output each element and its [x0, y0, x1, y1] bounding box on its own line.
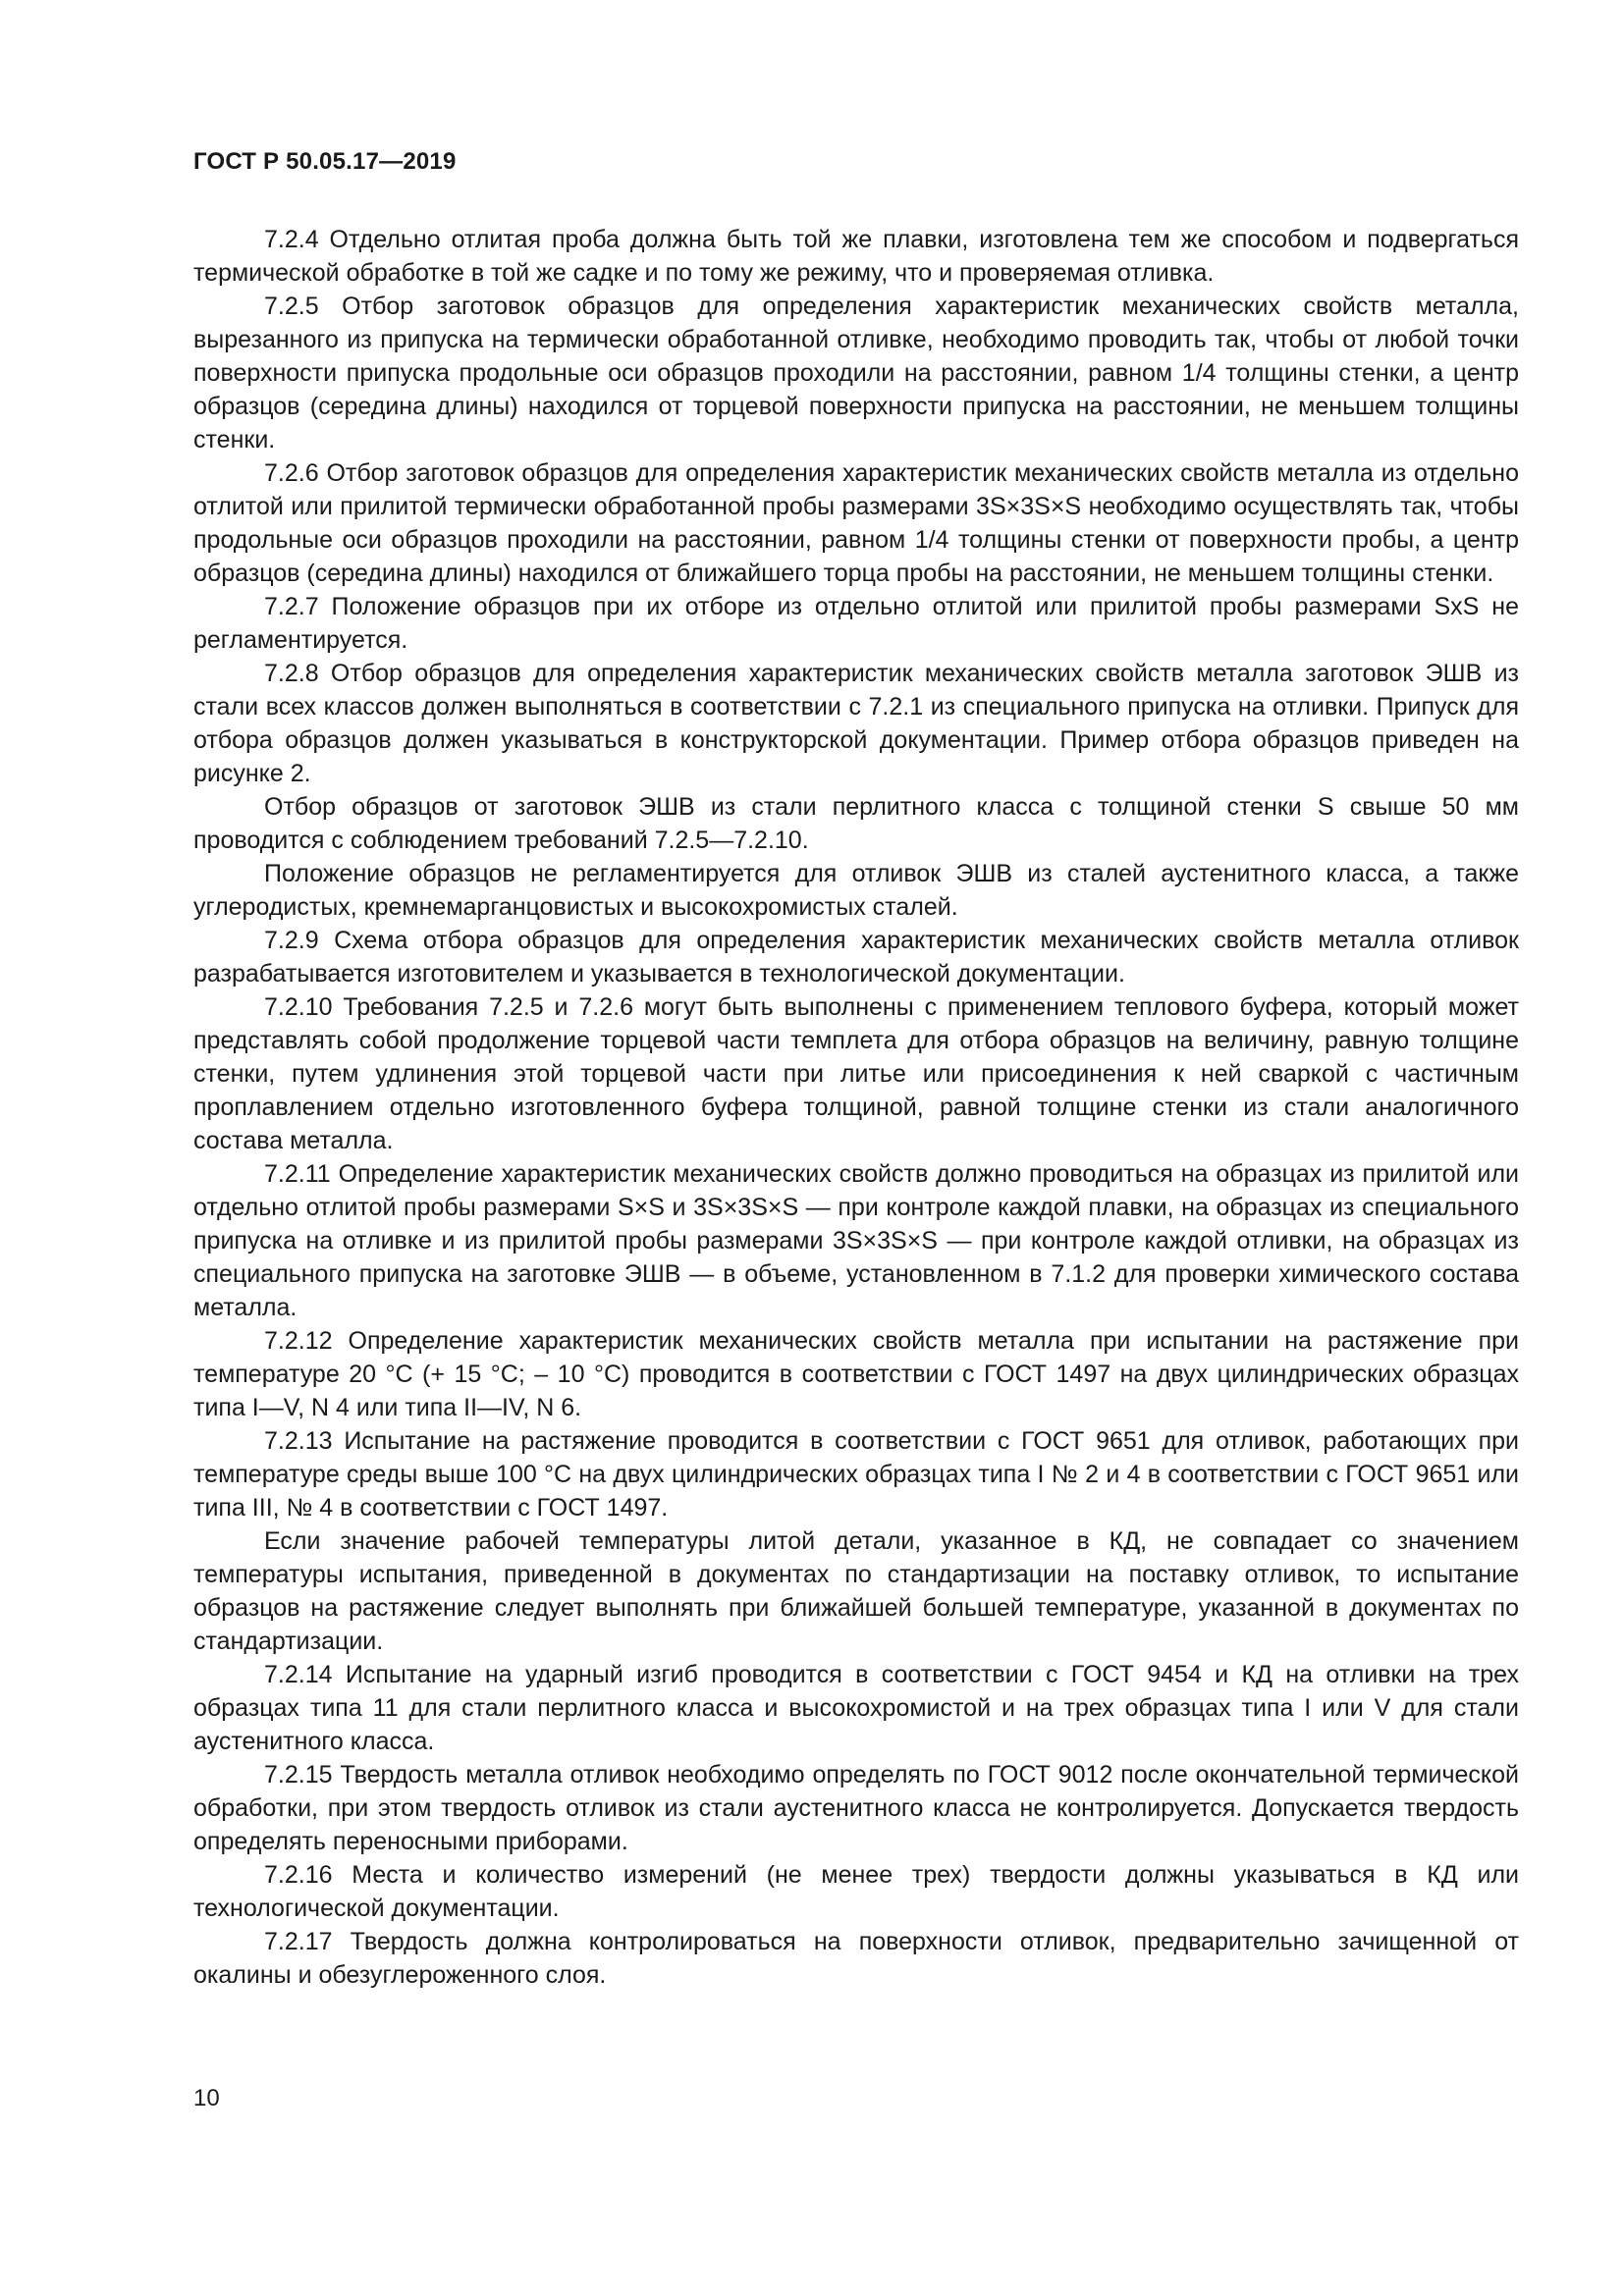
paragraph-7-2-8-esv-austenitic: Положение образцов не регламентируется для отливок ЭШВ из сталей аустенитного класса, а также углеродистых, кремнемарганцовистых и высокохромистых сталей.	[193, 860, 1519, 921]
paragraph-7-2-10: 7.2.10 Требования 7.2.5 и 7.2.6 могут быть выполнены с применением теплового буфера, который может представлять собой продолжение торцевой части темплета для отбора образцов на величину, равную толщине стенки, путем удлинения этой торцевой части при литье или присоединения к ней сваркой с частичным проплавлением отдельно изготовленного буфера толщиной, равной толщине стенки из стали аналогичного состава металла.	[193, 993, 1519, 1154]
paragraph-7-2-7: 7.2.7 Положение образцов при их отборе из отдельно отлитой или прилитой пробы размерами SxS не регламентируется.	[193, 593, 1519, 654]
page-number: 10	[193, 2085, 220, 2111]
document-body	[193, 223, 1519, 1992]
document-code-header: ГОСТ Р 50.05.17—2019	[193, 148, 457, 175]
paragraph-7-2-11: 7.2.11 Определение характеристик механических свойств должно проводиться на образцах из прилитой или отдельно отлитой пробы размерами S×S и 3S×3S×S — при контроле каждой плавки, на образцах из специального припуска на отливке и из прилитой пробы размерами 3S×3S×S — при контроле каждой отливки, на образцах из специального припуска на заготовке ЭШВ — в объеме, установленном в 7.1.2 для проверки химического состава металла.	[193, 1160, 1519, 1321]
paragraph-7-2-4: 7.2.4 Отдельно отлитая проба должна быть той же плавки, изготовлена тем же способом и подвергаться термической обработке в той же садке и по тому же режиму, что и проверяемая отливка.	[193, 226, 1519, 287]
paragraph-7-2-12: 7.2.12 Определение характеристик механических свойств металла при испытании на растяжение при температуре 20 °С (+ 15 °С; – 10 °С) проводится в соответствии с ГОСТ 1497 на двух цилиндрических образцах типа I—V, N 4 или типа II—IV, N 6.	[193, 1327, 1519, 1421]
paragraph-7-2-8: 7.2.8 Отбор образцов для определения характеристик механических свойств металла заготовок ЭШВ из стали всех классов должен выполняться в соответствии с 7.2.1 из специального припуска на отливки. Припуск для отбора образцов должен указываться в конструкторской документации. Пример отбора образцов приведен на рисунке 2.	[193, 660, 1519, 787]
paragraph-7-2-6: 7.2.6 Отбор заготовок образцов для определения характеристик механических свойств металла из отдельно отлитой или прилитой термически обработанной пробы размерами 3S×3S×S необходимо осуществлять так, чтобы продольные оси образцов проходили на расстоянии, равном 1/4 толщины стенки от поверхности пробы, а центр образцов (середина длины) находился от ближайшего торца пробы на расстоянии, не меньшем толщины стенки.	[193, 459, 1519, 587]
paragraph-7-2-15: 7.2.15 Твердость металла отливок необходимо определять по ГОСТ 9012 после окончательной термической обработки, при этом твердость отливок из стали аустенитного класса не контролируется. Допускается твердость определять переносными приборами.	[193, 1761, 1519, 1855]
paragraph-7-2-13-temperature: Если значение рабочей температуры литой детали, указанное в КД, не совпадает со значением температуры испытания, приведенной в документах по стандартизации на поставку отливок, то испытание образцов на растяжение следует выполнять при ближайшей большей температуре, указанной в документах по стандартизации.	[193, 1527, 1519, 1655]
paragraph-7-2-14: 7.2.14 Испытание на ударный изгиб проводится в соответствии с ГОСТ 9454 и КД на отливки на трех образцах типа 11 для стали перлитного класса и высокохромистой и на трех образцах типа I или V для стали аустенитного класса.	[193, 1661, 1519, 1755]
paragraph-7-2-13: 7.2.13 Испытание на растяжение проводится в соответствии с ГОСТ 9651 для отливок, работающих при температуре среды выше 100 °С на двух цилиндрических образцах типа I № 2 и 4 в соответствии с ГОСТ 9651 или типа III, № 4 в соответствии с ГОСТ 1497.	[193, 1427, 1519, 1522]
paragraph-7-2-17: 7.2.17 Твердость должна контролироваться на поверхности отливок, предварительно зачищенной от окалины и обезуглероженного слоя.	[193, 1928, 1519, 1989]
paragraph-7-2-8-esv-pearlitic: Отбор образцов от заготовок ЭШВ из стали перлитного класса с толщиной стенки S свыше 50 мм проводится с соблюдением требований 7.2.5—7.2.10.	[193, 793, 1519, 854]
paragraph-7-2-9: 7.2.9 Схема отбора образцов для определения характеристик механических свойств металла отливок разрабатывается изготовителем и указывается в технологической документации.	[193, 927, 1519, 988]
paragraph-7-2-5: 7.2.5 Отбор заготовок образцов для определения характеристик механических свойств металла, вырезанного из припуска на термически обработанной отливке, необходимо проводить так, чтобы от любой точки поверхности припуска продольные оси образцов проходили на расстоянии, равном 1/4 толщины стенки, а центр образцов (середина длины) находился от торцевой поверхности припуска на расстоянии, не меньшем толщины стенки.	[193, 293, 1519, 454]
paragraph-7-2-16: 7.2.16 Места и количество измерений (не менее трех) твердости должны указываться в КД или технологической документации.	[193, 1861, 1519, 1922]
